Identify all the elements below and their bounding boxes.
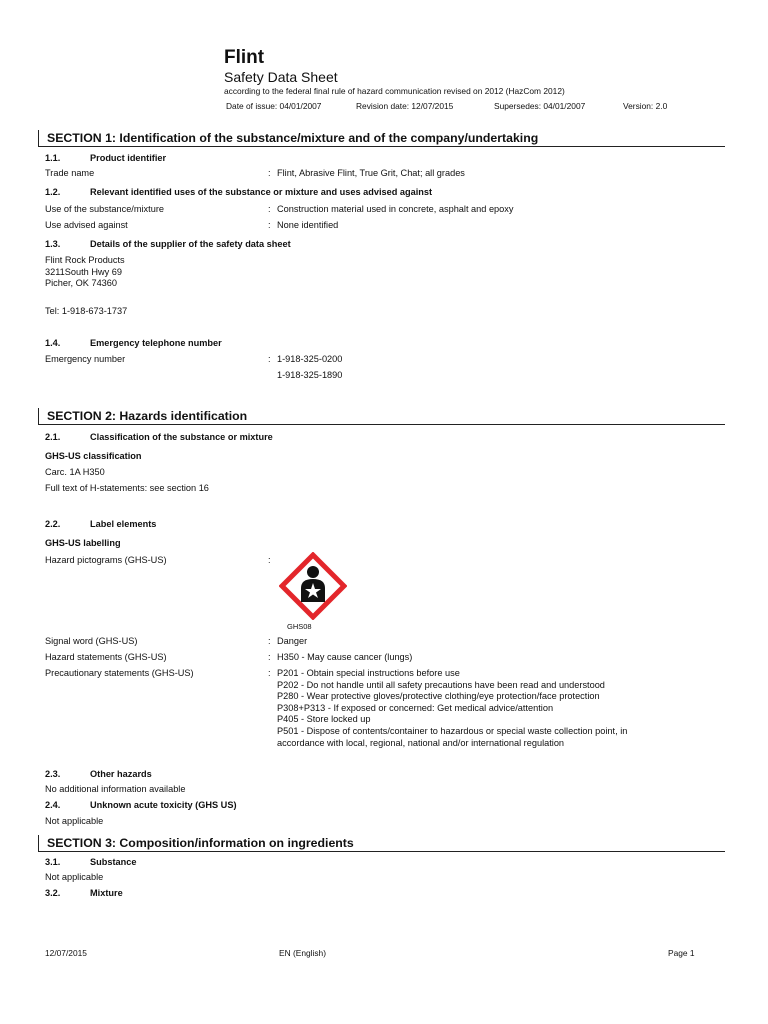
supplier-address [45, 255, 125, 290]
supersedes: Supersedes: 04/01/2007 [494, 101, 586, 111]
s13-title: Details of the supplier of the safety data sheet [90, 239, 291, 249]
section-1-title: SECTION 1: Identification of the substance/mixture and of the company/undertaking [47, 131, 539, 145]
date-of-issue: Date of issue: 04/01/2007 [226, 101, 322, 111]
precaution-item: P501 - Dispose of contents/container to hazardous or special waste collection point, in [277, 725, 628, 736]
ghs-class: Carc. 1A H350 [45, 467, 105, 477]
s14-number: 1.4. [45, 338, 61, 348]
section-1-heading [38, 130, 725, 147]
s31-number: 3.1. [45, 857, 61, 867]
s11-number: 1.1. [45, 153, 61, 163]
precaution-item: P308+P313 - If exposed or concerned: Get medical advice/attention [277, 702, 554, 713]
supplier-tel: Tel: 1-918-673-1737 [45, 306, 128, 316]
signal-word-value: Danger [277, 636, 308, 646]
s14-title: Emergency telephone number [90, 338, 222, 348]
s31-title: Substance [90, 857, 137, 867]
address-line: Flint Rock Products [45, 255, 125, 265]
s24-title: Unknown acute toxicity (GHS US) [90, 800, 237, 810]
colon: : [268, 668, 271, 678]
emergency-number-2: 1-918-325-1890 [277, 370, 343, 380]
document-title: Flint [224, 47, 265, 68]
hazard-statements-label: Hazard statements (GHS-US) [45, 652, 167, 662]
ghs-classification-heading: GHS-US classification [45, 451, 142, 461]
section-3-heading [38, 835, 725, 852]
s21-number: 2.1. [45, 432, 61, 442]
revision-date: Revision date: 12/07/2015 [356, 101, 454, 111]
colon: : [268, 220, 271, 230]
signal-word-label: Signal word (GHS-US) [45, 636, 138, 646]
address-line: 3211South Hwy 69 [45, 266, 122, 277]
emergency-number-label: Emergency number [45, 354, 126, 364]
use-advised-against-label: Use advised against [45, 220, 128, 230]
colon: : [268, 652, 271, 662]
emergency-number-1: 1-918-325-0200 [277, 354, 343, 364]
s13-number: 1.3. [45, 239, 61, 249]
s24-number: 2.4. [45, 800, 61, 810]
s12-title: Relevant identified uses of the substance or mixture and uses advised against [90, 187, 433, 197]
s22-number: 2.2. [45, 519, 61, 529]
section-2-heading [38, 408, 725, 425]
colon: : [268, 354, 271, 364]
colon: : [268, 636, 271, 646]
full-text-note: Full text of H-statements: see section 16 [45, 483, 209, 493]
use-value: Construction material used in concrete, asphalt and epoxy [277, 204, 514, 214]
document-subtitle: Safety Data Sheet [224, 69, 338, 85]
address-line: Picher, OK 74360 [45, 278, 118, 289]
other-hazards-text: No additional information available [45, 784, 186, 794]
s12-number: 1.2. [45, 187, 61, 197]
health-hazard-pictogram-icon [279, 552, 347, 620]
precautionary-statements-label: Precautionary statements (GHS-US) [45, 668, 194, 678]
version: Version: 2.0 [623, 101, 668, 111]
section-2-title: SECTION 2: Hazards identification [47, 409, 248, 423]
trade-name-label: Trade name [45, 168, 95, 178]
precaution-item: accordance with local, regional, national and/or international regulation [277, 737, 565, 748]
s32-title: Mixture [90, 888, 123, 898]
ghs-labelling-heading: GHS-US labelling [45, 538, 121, 548]
precaution-item: P405 - Store locked up [277, 714, 371, 725]
s23-title: Other hazards [90, 769, 152, 779]
footer-page-number: Page 1 [668, 948, 695, 958]
s21-title: Classification of the substance or mixture [90, 432, 273, 442]
precaution-item: P202 - Do not handle until all safety precautions have been read and understood [277, 679, 605, 690]
pictograms-label: Hazard pictograms (GHS-US) [45, 555, 167, 565]
precaution-item: P201 - Obtain special instructions before use [277, 668, 460, 678]
colon: : [268, 168, 271, 178]
precaution-item: P280 - Wear protective gloves/protective clothing/eye protection/face protection [277, 691, 600, 702]
s23-number: 2.3. [45, 769, 61, 779]
precautionary-statements-list [277, 668, 627, 749]
section-3-title: SECTION 3: Composition/information on ingredients [47, 836, 354, 850]
s32-number: 3.2. [45, 888, 61, 898]
s22-title: Label elements [90, 519, 157, 529]
s11-title: Product identifier [90, 153, 167, 163]
trade-name-value: Flint, Abrasive Flint, True Grit, Chat; all grades [277, 168, 465, 178]
hazard-statement-value: H350 - May cause cancer (lungs) [277, 652, 413, 662]
use-label: Use of the substance/mixture [45, 204, 164, 214]
footer-date: 12/07/2015 [45, 948, 87, 958]
regulation-note: according to the federal final rule of hazard communication revised on 2012 (HazCom 2012) [224, 86, 565, 96]
pictogram-caption: GHS08 [287, 622, 312, 631]
acute-toxicity-text: Not applicable [45, 816, 104, 826]
colon: : [268, 555, 271, 565]
footer-language: EN (English) [279, 948, 327, 958]
colon: : [268, 204, 271, 214]
use-advised-against-value: None identified [277, 220, 339, 230]
substance-text: Not applicable [45, 872, 104, 882]
